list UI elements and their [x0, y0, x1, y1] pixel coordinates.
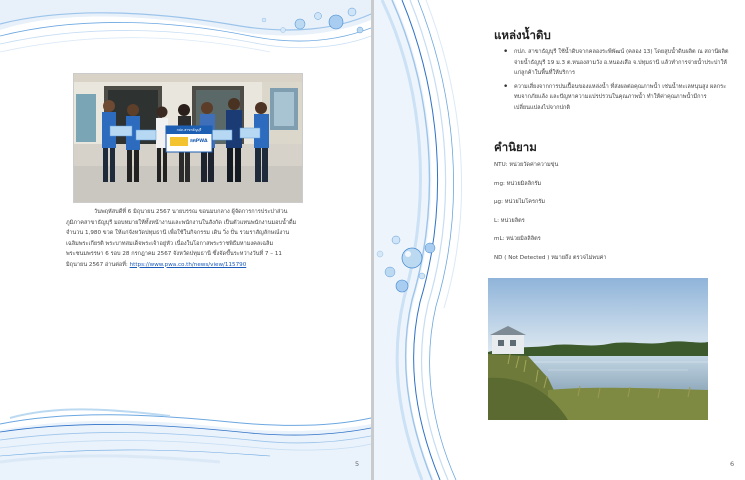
news-link[interactable]: https://www.pwa.co.th/news/view/115790	[129, 261, 247, 268]
definition-item: NTU: หน่วยวัดค่าความขุ่น	[494, 162, 559, 168]
page-number-right: 6	[730, 460, 735, 468]
staff-donation-photo	[73, 73, 303, 203]
left-page	[0, 0, 371, 480]
news-paragraph	[66, 207, 304, 270]
heading-glossary: คำนิยาม	[494, 140, 537, 154]
definition-list	[494, 160, 724, 271]
definition-item: ND ( Not Detected ) หมายถึง ตรวจไม่พบค่า	[494, 254, 607, 261]
definition-item: L: หน่วยลิตร	[494, 217, 525, 224]
photo-logo-text: ลดPWA	[190, 139, 208, 144]
heading-raw-water-source: แหล่งน้ำดิบ	[494, 28, 551, 42]
definition-item: mg: หน่วยมิลลิกรัม	[494, 180, 542, 187]
right-page	[374, 0, 745, 480]
page-number-left: 5	[355, 460, 360, 468]
source-bullet-list	[500, 47, 732, 117]
definition-item: mL: หน่วยมิลลิลิตร	[494, 236, 541, 242]
definition-item: µg: หน่วยไมโครกรัม	[494, 199, 546, 205]
reservoir-photo	[488, 278, 708, 420]
news-paragraph-text: วันพฤหัสบดีที่ 6 มิถุนายน 2567 นายบรรณ ขอนมบกลาง ผู้จัดการการประปาส่วนภูมิภาคสาขาธัญบุรี มอบหมายให้ทั้งหน้างานและพนักงานในสังกัด เป็นตัวแทนพนักงานมอบน้ำดื่มจำนวน 1,980 ขวด ให้แก่จังหวัดปทุมธานี เพื่อใช้ในกิจกรรม เดิน วิ่ง ปั่น รวมราสัญลักษณ์งานเฉลิมพระเกียรติ พระบาทสมเด็จพระเจ้าอยู่หัว เนื่องในโอกาสพระราชพิธีมหามงคลเฉลิมพระชนมพรรษา 6 รอบ 28 กรกฎาคม 2567 จังหวัดปทุมธานี ซึ่งจัดขึ้นระหว่างวันที่ 7 – 11 มิถุนายน 2567 อ่านต่อที่:	[66, 209, 297, 268]
photo-sign-text: กปภ.สาขาธัญบุรี	[176, 128, 202, 132]
source-bullet-item: • ความเสี่ยงจากการปนเปื้อนของแหล่งน้ำ ที่ส่งผลต่อคุณภาพน้ำ เช่นน้ำทะเลหนุนสูง ผลกระทบจากภัยแล้ง และปัญหาความแปรปรวนในคุณภาพน้ำ ทำให้ค่าคุณภาพน้ำมีการเปลี่ยนแปลงไปจากปกติ	[500, 82, 732, 114]
source-bullet-item: • กปภ. สาขาธัญบุรี ใช้น้ำดิบจากคลองระพีพัฒน์ (คลอง 13) โดยสูบน้ำดิบผลิต ณ สถานีผลิตจ่ายน้ำธัญบุรี 19 ม.3 ต.หนองสามวัง อ.หนองเสือ จ.ปทุมธานี แล้วทำการจ่ายน้ำประปาให้แก่ลูกค้าในพื้นที่ให้บริการ	[500, 47, 732, 79]
